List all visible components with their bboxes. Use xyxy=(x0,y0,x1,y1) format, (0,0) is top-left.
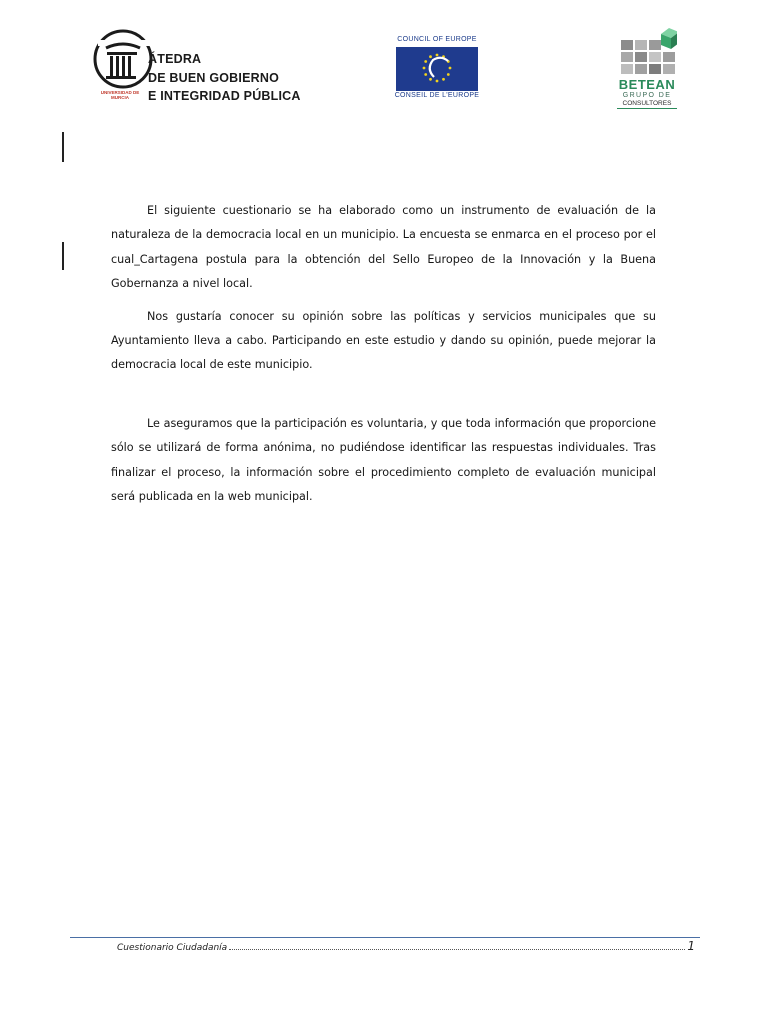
revision-mark xyxy=(62,242,64,270)
council-flag-icon xyxy=(396,47,478,91)
betean-subtitle-1: GRUPO DE xyxy=(622,92,672,99)
catedra-line-2: DE BUEN GOBIERNO xyxy=(148,71,279,85)
catedra-line-1: ÁTEDRA xyxy=(148,52,202,66)
council-name-en: COUNCIL OF EUROPE xyxy=(397,36,477,43)
council-name-fr: CONSEIL DE L'EUROPE xyxy=(394,92,480,99)
column-emblem-icon xyxy=(92,28,154,90)
betean-subtitle-2: CONSULTORES xyxy=(617,100,677,109)
paragraph-privacy: Le aseguramos que la participación es voluntaria, y que toda información que proporcione sólo se utilizará de forma anónima, no pudiéndose identificar las respuestas individuales. Tras finalizar el proceso, la información sobre el procedimiento completo de evaluación municipal será publicada en la web municipal. xyxy=(111,416,656,504)
page-footer xyxy=(117,939,695,953)
page-number: 1 xyxy=(687,939,695,953)
council-of-europe-logo xyxy=(393,36,481,102)
betean-logo xyxy=(617,16,677,122)
cube-grid-icon xyxy=(621,28,677,78)
footer-rule xyxy=(70,937,700,938)
catedra-logo xyxy=(92,28,312,108)
footer-title: Cuestionario Ciudadanía xyxy=(117,943,228,953)
document-body xyxy=(111,199,656,509)
university-label: UNIVERSIDAD DE MURCIA xyxy=(100,90,140,100)
betean-name: BETEAN xyxy=(618,77,676,92)
paragraph-intro: El siguiente cuestionario se ha elaborado como un instrumento de evaluación de la naturaleza de la democracia local en un municipio. La encuesta se enmarca en el proceso por el cual_Cartagena postula para la obtención del Sello Europeo de la Innovación y la Buena Gobernanza a nivel local. xyxy=(111,204,656,291)
page-header xyxy=(0,0,768,120)
revision-mark xyxy=(62,132,64,162)
paragraph-opinion: Nos gustaría conocer su opinión sobre las políticas y servicios municipales que su Ayuntamiento lleva a cabo. Participando en este estudio y dando su opinión, puede mejorar la democracia local de este municipio. xyxy=(111,309,656,372)
footer-dot-leader xyxy=(229,949,685,950)
catedra-line-3: E INTEGRIDAD PÚBLICA xyxy=(148,89,301,103)
